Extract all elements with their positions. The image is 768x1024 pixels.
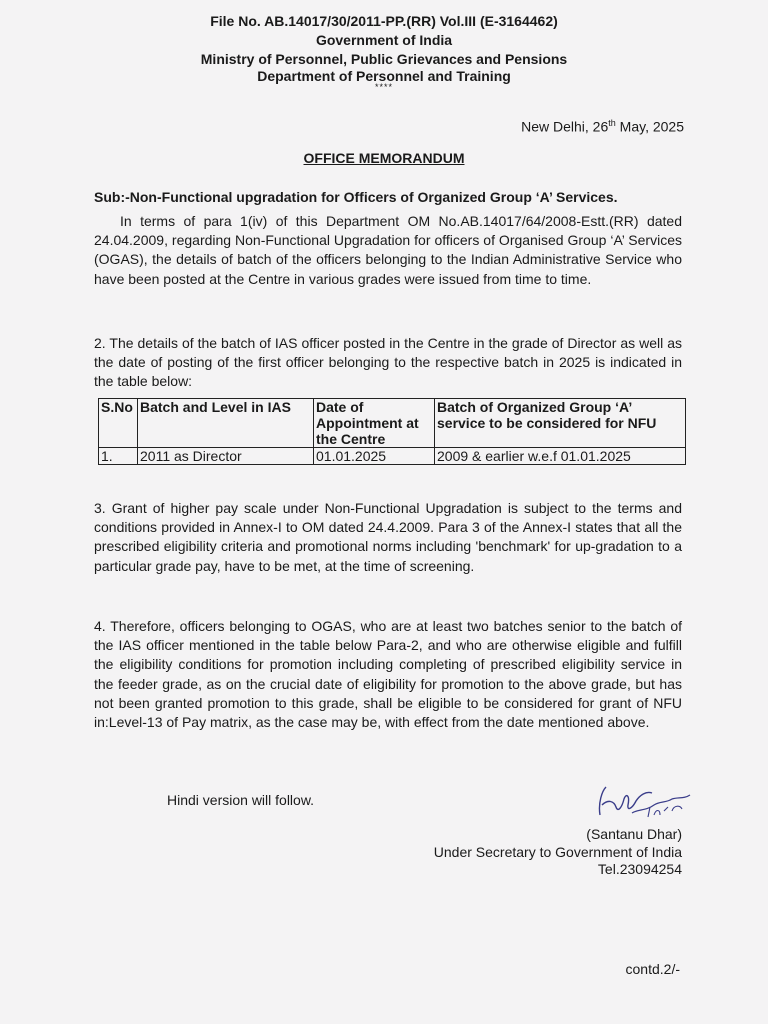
handwritten-signature <box>588 777 698 825</box>
table-header-row <box>99 399 686 448</box>
paragraph-1: In terms of para 1(iv) of this Department OM No.AB.14017/64/2008-Estt.(RR) dated 24.04.2009, regarding Non-Functional Upgradation for officers of Organised Group ‘A’ Services (OGAS), the details of batch of the officers belonging to the Indian Administrative Service who have been posted at the Centre in various grades were issued from time to time. <box>94 213 682 287</box>
header-date-appointment: Date of Appointment at the Centre <box>314 399 435 448</box>
signatory-designation: Under Secretary to Government of India <box>433 843 682 860</box>
continued-marker: contd.2/- <box>625 961 680 977</box>
paragraph-3: 3. Grant of higher pay scale under Non-Functional Upgradation is subject to the terms and conditions provided in Annex-I to OM dated 24.4.2009. Para 3 of the Annex-I states that all the prescribed eligibility criteria and promotional norms including 'benchmark' for up-gradation to a particular grade pay, have to be met, at the time of screening. <box>94 500 682 574</box>
subject-line: Sub:-Non-Functional upgradation for Officers of Organized Group ‘A’ Services. <box>94 189 618 205</box>
header-stars: **** <box>374 82 393 92</box>
cell-sno: 1. <box>99 448 138 465</box>
cell-date: 01.01.2025 <box>314 448 435 465</box>
header-batch-level: Batch and Level in IAS <box>138 399 314 448</box>
file-number: File No. AB.14017/30/2011-PP.(RR) Vol.III (E-3164462) <box>210 13 558 29</box>
cell-batch-level: 2011 as Director <box>138 448 314 465</box>
paragraph-4: 4. Therefore, officers belonging to OGAS, who are at least two batches senior to the batch of the IAS officer mentioned in the table below Para-2, and who are otherwise eligible and fulfill the eligibility conditions for promotion including completing of prescribed eligibility service in the feeder grade, as on the crucial date of eligibility for promotion to the above grade, but has not been granted promotion to this grade, shall be eligible to be considered for grant of NFU in:Level-13 of Pay matrix, as the case may be, with effect from the date mentioned above. <box>94 618 682 731</box>
government-line: Government of India <box>315 32 453 48</box>
memo-title: OFFICE MEMORANDUM <box>303 150 465 166</box>
hindi-version-note: Hindi version will follow. <box>167 792 315 808</box>
signature-block <box>434 826 682 879</box>
table-row <box>99 448 686 465</box>
cell-ogas-batch: 2009 & earlier w.e.f 01.01.2025 <box>435 448 686 465</box>
header-ogas-batch: Batch of Organized Group ‘A’ service to be considered for NFU <box>435 399 686 448</box>
place-date: New Delhi, 26th May, 2025 <box>521 118 684 135</box>
signatory-name: (Santanu Dhar) <box>586 826 682 842</box>
header-sno: S.No <box>99 399 138 448</box>
ministry-line: Ministry of Personnel, Public Grievances and Pensions <box>200 51 568 67</box>
signatory-telephone: Tel.23094254 <box>597 861 682 878</box>
paragraph-2: 2. The details of the batch of IAS officer posted in the Centre in the grade of Director as well as the date of posting of the first officer belonging to the respective batch in 2025 is indicated in the table below: <box>94 335 682 390</box>
department-line: Department of Personnel and Training <box>257 68 511 84</box>
nfu-table <box>98 398 686 465</box>
